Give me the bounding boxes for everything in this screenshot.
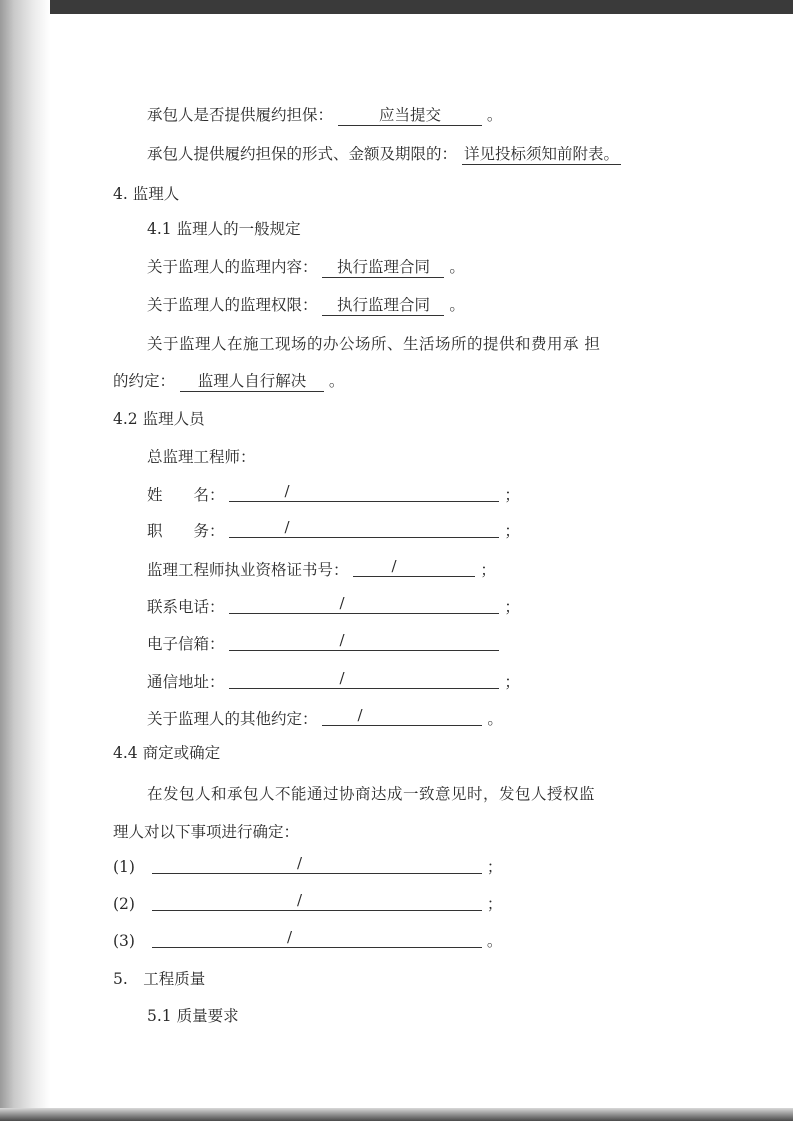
- perf-guarantee-question: 承包人是否提供履约担保：: [147, 106, 334, 124]
- supervision-authority-question: 关于监理人的监理权限：: [147, 296, 318, 314]
- office-agreement-label: 的约定：: [113, 372, 176, 390]
- post-label: 职 务：: [147, 522, 225, 540]
- clause-4-4-heading: 4.4 商定或确定: [113, 744, 221, 762]
- semicolon: ；: [504, 522, 520, 540]
- period: 。: [449, 296, 465, 314]
- cert-line: [147, 557, 496, 580]
- address-label: 通信地址：: [147, 673, 225, 691]
- email-blank: [229, 631, 499, 651]
- item-2-line: [113, 891, 503, 914]
- item-1-number: (1): [113, 858, 135, 876]
- post-line: [147, 518, 520, 541]
- name-line: [147, 482, 520, 505]
- office-agreement-line-2: [113, 371, 344, 392]
- phone-label: 联系电话：: [147, 598, 225, 616]
- item-3-blank: [152, 928, 482, 948]
- clause-4-1-heading: 4.1 监理人的一般规定: [147, 220, 301, 238]
- clause-5-heading: 5. 工程质量: [113, 970, 206, 988]
- name-label: 姓 名：: [147, 486, 225, 504]
- supervision-content-question: 关于监理人的监理内容：: [147, 258, 318, 276]
- perf-guarantee-line: [147, 105, 502, 126]
- cert-label: 监理工程师执业资格证书号：: [147, 561, 349, 579]
- supervision-content-line: [147, 257, 465, 278]
- phone-line: [147, 594, 520, 617]
- blank-slash: /: [296, 891, 302, 909]
- item-1-blank: [152, 854, 482, 874]
- period: 。: [328, 372, 345, 390]
- email-label: 电子信箱：: [147, 635, 225, 653]
- clause-5-1-heading: 5.1 质量要求: [147, 1007, 239, 1025]
- blank-slash: /: [357, 706, 363, 724]
- period: 。: [487, 710, 503, 728]
- period: 。: [486, 932, 503, 950]
- other-agreement-line: [147, 706, 503, 729]
- perf-form-answer: 详见投标须知前附表。: [463, 145, 619, 163]
- address-line: [147, 669, 520, 692]
- supervision-authority-line: [147, 295, 465, 316]
- clause-4-heading: 4. 监理人: [113, 185, 180, 203]
- item-1-line: [113, 854, 503, 877]
- blank-slash: /: [339, 594, 345, 612]
- clause-4-2-heading: 4.2 监理人员: [113, 410, 205, 428]
- semicolon: ；: [504, 598, 520, 616]
- post-blank: [229, 518, 499, 538]
- blank-slash: /: [391, 557, 397, 575]
- office-agreement-line-1: 关于监理人在施工现场的办公场所、生活场所的提供和费用承 担: [147, 335, 601, 353]
- other-agreement-label: 关于监理人的其他约定：: [147, 710, 318, 728]
- semicolon: ；: [486, 895, 503, 913]
- supervision-content-answer: 执行监理合同: [322, 257, 444, 278]
- period: 。: [486, 106, 503, 124]
- other-agreement-blank: [322, 706, 482, 726]
- cert-blank: [353, 557, 475, 577]
- blank-slash: /: [284, 518, 290, 536]
- item-2-number: (2): [113, 895, 135, 913]
- perf-guarantee-answer: 应当提交: [338, 105, 482, 126]
- semicolon: ；: [504, 673, 520, 691]
- supervision-authority-answer: 执行监理合同: [322, 295, 444, 316]
- scan-bottom-edge: [0, 1108, 793, 1121]
- semicolon: ；: [480, 561, 496, 579]
- email-line: [147, 631, 499, 654]
- item-3-line: [113, 928, 503, 951]
- semicolon: ；: [486, 858, 503, 876]
- blank-slash: /: [339, 631, 345, 649]
- blank-slash: /: [286, 928, 292, 946]
- semicolon: ；: [504, 486, 520, 504]
- clause-4-4-text-2: 理人对以下事项进行确定：: [113, 823, 300, 841]
- item-2-blank: [152, 891, 482, 911]
- scan-left-shadow: [0, 0, 50, 1121]
- perf-form-line: [147, 144, 621, 165]
- perf-form-question: 承包人提供履约担保的形式、金额及期限的：: [147, 145, 458, 163]
- name-blank: [229, 482, 499, 502]
- blank-slash: /: [284, 482, 290, 500]
- chief-engineer-label: 总监理工程师：: [147, 448, 256, 466]
- blank-slash: /: [339, 669, 345, 687]
- item-3-number: (3): [113, 932, 135, 950]
- office-agreement-answer: 监理人自行解决: [180, 371, 324, 392]
- blank-slash: /: [296, 854, 302, 872]
- scan-top-edge: [0, 0, 793, 14]
- address-blank: [229, 669, 499, 689]
- phone-blank: [229, 594, 499, 614]
- period: 。: [449, 258, 465, 276]
- clause-4-4-text-1: 在发包人和承包人不能通过协商达成一致意见时，发包人授权监: [147, 785, 596, 803]
